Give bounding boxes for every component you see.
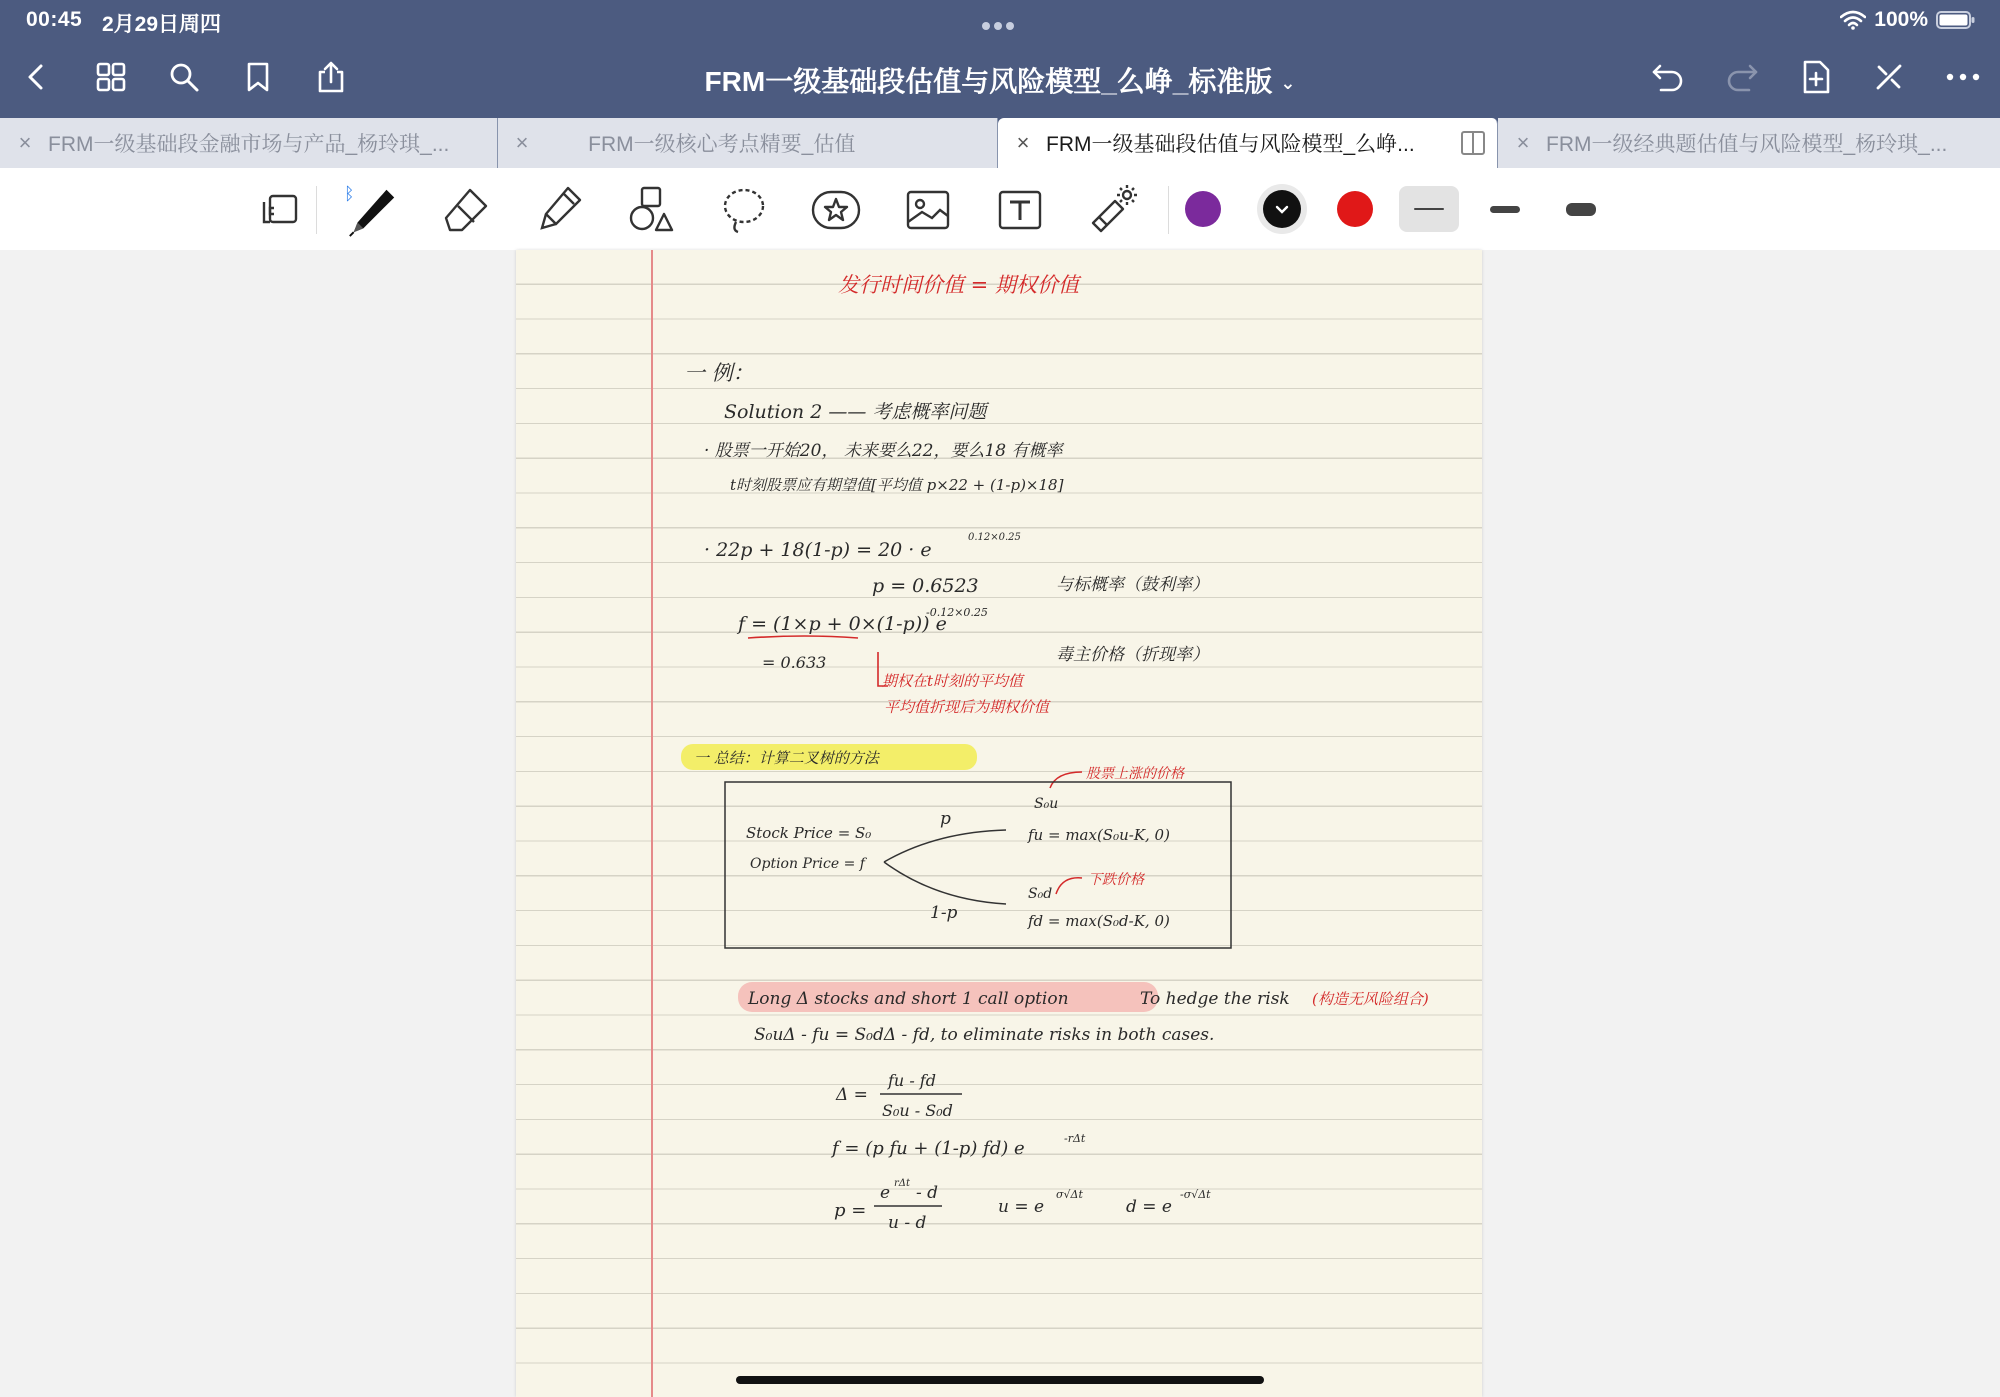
note-box-s0u: S₀u	[1034, 796, 1059, 812]
note-summary: 一 总结：计算二叉树的方法	[694, 749, 879, 767]
app-chrome	[0, 0, 2000, 168]
wifi-icon	[1840, 10, 1866, 30]
document-title[interactable]	[0, 60, 2000, 100]
page-layout-icon[interactable]	[252, 182, 308, 238]
note-delta-lhs: Δ =	[836, 1085, 868, 1105]
note-box-fd: fd = max(S₀d-K, 0)	[1028, 912, 1170, 930]
home-indicator[interactable]	[736, 1376, 1264, 1384]
close-icon[interactable]: ×	[515, 130, 529, 155]
multitask-dots-icon[interactable]	[982, 12, 1020, 22]
color-red-swatch[interactable]	[1336, 190, 1374, 228]
pen-tool-icon[interactable]	[344, 182, 400, 238]
more-icon[interactable]	[1940, 54, 1986, 100]
color-black-swatch-selected[interactable]	[1257, 184, 1307, 234]
note-box-1mp: 1-p	[930, 903, 958, 923]
status-date: 2月29日周四	[102, 13, 222, 36]
note-box-red-top: 股票上涨的价格	[1086, 766, 1184, 782]
note-p-den: u - d	[888, 1213, 927, 1233]
highlighter-icon[interactable]	[532, 182, 588, 238]
notebook-page[interactable]	[516, 250, 1482, 1397]
close-icon[interactable]: ×	[1516, 130, 1530, 155]
note-f-formula: f = (p fu + (1-p) fd) e	[832, 1138, 1025, 1159]
note-eq4-note: 毒主价格（折现率）	[1056, 645, 1209, 665]
undo-icon[interactable]	[1645, 54, 1691, 100]
note-eq1: · 22p + 18(1-p) = 20 · e	[704, 539, 932, 561]
battery-percent: 100%	[1874, 8, 1928, 31]
note-long-tail: To hedge the risk	[1140, 989, 1290, 1009]
note-eq4: = 0.633	[762, 653, 827, 672]
split-view-icon[interactable]	[1461, 131, 1485, 155]
status-right	[1840, 8, 1976, 32]
battery-icon	[1936, 10, 1976, 30]
laser-pointer-icon[interactable]	[1084, 182, 1140, 238]
status-time: 00:45	[26, 8, 83, 31]
note-box-stock: Stock Price = S₀	[746, 824, 872, 842]
close-icon[interactable]: ×	[1016, 130, 1030, 155]
stroke-width-medium[interactable]	[1475, 186, 1535, 232]
add-page-icon[interactable]	[1793, 54, 1839, 100]
note-box-s0d: S₀d	[1028, 886, 1053, 902]
note-box-p: p	[940, 809, 951, 829]
image-icon[interactable]	[900, 182, 956, 238]
svg-text:ᛒ: ᛒ	[344, 184, 355, 205]
chevron-down-icon: ⌄	[1280, 73, 1296, 94]
tab-label: FRM一级基础段金融市场与产品_杨玲琪_...	[48, 133, 450, 156]
note-u-exponent: σ√Δt	[1056, 1188, 1083, 1201]
edit-toggle-icon[interactable]	[1866, 54, 1912, 100]
note-u-formula: u = e	[998, 1197, 1045, 1217]
tab-label: FRM一级基础段估值与风险模型_么峥...	[1046, 133, 1415, 156]
note-header-red: 发行时间价值 = 期权价值	[838, 273, 1079, 297]
note-p-num: e	[880, 1183, 891, 1203]
tab-bar	[0, 118, 2000, 168]
note-box-fu: fu = max(S₀u-K, 0)	[1028, 826, 1170, 844]
note-line1: · 股票一开始20， 未来要么22，要么18 有概率	[704, 441, 1063, 461]
tree-branches	[884, 830, 1006, 904]
note-box-option: Option Price = f	[750, 856, 865, 872]
status-bar	[0, 0, 2000, 40]
note-d-formula: d = e	[1126, 1197, 1172, 1217]
drawing-toolbar	[0, 168, 2000, 251]
red-underline	[748, 636, 858, 638]
note-example: 一 例：	[684, 361, 754, 385]
note-eq2: p = 0.6523	[872, 575, 979, 597]
red-arrow	[1050, 772, 1082, 788]
handwritten-notes	[516, 250, 1482, 1397]
note-eq3: f = (1×p + 0×(1-p)) e	[738, 613, 947, 635]
shapes-icon[interactable]	[624, 182, 680, 238]
toolbar-divider	[316, 186, 317, 234]
tab-label: FRM一级经典题估值与风险模型_杨玲琪_...	[1546, 133, 1948, 156]
note-red2: 平均值折现后为期权价值	[884, 698, 1050, 716]
note-delta-num: fu - fd	[888, 1071, 936, 1090]
note-eq3-exponent: -0.12×0.25	[926, 606, 988, 619]
tab-1[interactable]	[0, 118, 498, 168]
close-icon[interactable]: ×	[18, 130, 32, 155]
lasso-icon[interactable]	[716, 182, 772, 238]
note-p-num-tail: - d	[916, 1183, 939, 1203]
note-p-lhs: p =	[834, 1200, 867, 1221]
note-canvas	[0, 250, 2000, 1397]
nav-bar	[0, 40, 2000, 120]
toolbar-divider	[1168, 186, 1169, 234]
note-long: Long Δ stocks and short 1 call option	[748, 989, 1069, 1009]
color-purple-swatch[interactable]	[1184, 190, 1222, 228]
note-eliminate: S₀uΔ - fu = S₀dΔ - fd, to eliminate risks in both cases.	[754, 1025, 1215, 1045]
document-title-text: FRM一级基础段估值与风险模型_么峥_标准版	[704, 66, 1273, 97]
note-solution: Solution 2 —— 考虑概率问题	[724, 401, 987, 423]
note-long-red: (构造无风险组合)	[1312, 990, 1429, 1008]
note-eq2-note: 与标概率（鼓利率）	[1056, 575, 1209, 595]
note-f-exponent: -rΔt	[1064, 1132, 1086, 1145]
tab-label: FRM一级核心考点精要_估值	[588, 133, 856, 156]
note-box-red-bottom: 下跌价格	[1088, 872, 1144, 888]
sticker-icon[interactable]	[808, 182, 864, 238]
eraser-icon[interactable]	[438, 182, 494, 238]
note-p-num-exponent: rΔt	[894, 1178, 911, 1189]
note-eq1-exponent: 0.12×0.25	[968, 532, 1021, 543]
stroke-width-thick[interactable]	[1551, 186, 1611, 232]
red-arrow	[1056, 878, 1082, 894]
tab-2[interactable]	[498, 118, 998, 168]
tab-4[interactable]	[1498, 118, 2000, 168]
note-d-exponent: -σ√Δt	[1180, 1188, 1211, 1201]
note-line2: t时刻股票应有期望值[平均值 p×22 + (1-p)×18]	[730, 476, 1064, 494]
text-tool-icon[interactable]	[992, 182, 1048, 238]
tab-3-active[interactable]	[998, 118, 1498, 168]
note-red1: 期权在t时刻的平均值	[882, 672, 1024, 690]
redo-icon[interactable]	[1719, 54, 1765, 100]
note-delta-den: S₀u - S₀d	[882, 1101, 953, 1120]
stroke-width-thin[interactable]	[1399, 186, 1459, 232]
